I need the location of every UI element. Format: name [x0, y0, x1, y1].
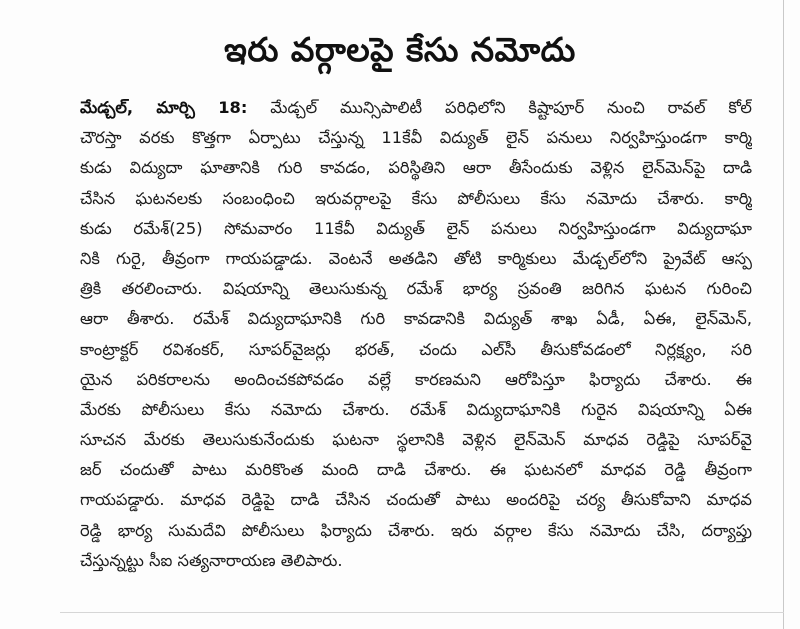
bottom-divider	[60, 612, 784, 613]
cropped-previous-article-text	[72, 0, 452, 6]
article-line-10: యైన పరికరాలను అందించకపోవడం వల్లే కారణమని ఆరోపిస్తూ ఫిర్యాదు చేశారు. ఈ	[80, 369, 752, 389]
article-line-9: కాంట్రాక్టర్ రవిశంకర్, సూపర్‌వైజర్లు భరత్, చందు ఎల్‌సీ తీసుకోవడంలో నిర్లక్ష్యం, సరి	[80, 339, 752, 359]
article-line-7: త్రికి తరలించారు. విషయాన్ని తెలుసుకున్న రమేశ్ భార్య స్రవంతి జరిగిన ఘటన గురించి	[80, 279, 752, 299]
article-line-13: జర్ చందుతో పాటు మరికొంత మంది దాడి చేశారు. ఈ ఘటనలో మాధవ రెడ్డి తీవ్రంగా	[80, 460, 752, 480]
article-line-11: మేరకు పోలీసులు కేసు నమోదు చేశారు. రమేశ్ విద్యుదాఘానికి గురైన విషయాన్ని ఏఈ	[80, 399, 752, 419]
article-line-4: చేసిన ఘటనలకు సంబంధించి ఇరువర్గాలపై కేసు పోలీసులు కేసు నమోదు చేశారు. కార్మి	[80, 188, 752, 208]
article-dateline: మేడ్చల్, మార్చి 18:	[80, 98, 248, 117]
article-line-6: నికి గురై, తీవ్రంగా గాయపడ్డాడు. వెంటనే అతడిని తోటి కార్మికులు మేడ్చల్‌లోని ప్రైవేట్ ఆస్ప	[80, 248, 752, 268]
article-line-15: రెడ్డి భార్య సుమదేవి పోలీసులు ఫిర్యాదు చేశారు. ఇరు వర్గాల కేసు నమోదు చేసి, దర్యాప్తు	[80, 520, 752, 540]
article-line-1-text: మేడ్చల్ మున్సిపాలిటీ పరిధిలోని కిష్టాపూర్ నుంచి రావల్ కోల్	[247, 98, 752, 117]
article-headline: ఇరు వర్గాలపై కేసు నమోదు	[224, 30, 576, 69]
article-line-5: కుడు రమేశ్(25) సోమవారం 11కేవీ విద్యుత్ లైన్ పనులు నిర్వహిస్తుండగా విద్యుదాఘా	[80, 218, 752, 238]
article-line-8: ఆరా తీశారు. రమేశ్ విద్యుదాఘానికి గురి కావడానికి విద్యుత్ శాఖ ఏడీ, ఏఈ, లైన్‌మెన్,	[80, 309, 752, 329]
article-line-16: చేస్తున్నట్టు సీఐ సత్యనారాయణ తెలిపారు.	[80, 550, 343, 570]
article-body	[80, 93, 752, 576]
article-line-1	[80, 93, 752, 123]
article-line-12: సూచన మేరకు తెలుసుకునేందుకు ఘటనా స్థలానికి వెళ్లిన లైన్‌మెన్ మాధవ రెడ్డిపై సూపర్‌వై	[80, 430, 752, 450]
article-line-2: చౌరస్తా వరకు కొత్తగా ఏర్పాటు చేస్తున్న 11కేవీ విద్యుత్ లైన్ పనులు నిర్వహిస్తుండగా కార్మి	[80, 128, 752, 148]
article-line-3: కుడు విద్యుదా ఘాతానికి గురి కావడం, పరిస్థితిని ఆరా తీసేందుకు వెళ్లిన లైన్‌మెన్‌పై దాడి	[80, 158, 752, 178]
column-divider	[783, 0, 784, 629]
article-line-14: గాయపడ్డారు. మాధవ రెడ్డిపై దాడి చేసిన చందుతో పాటు అందరిపై చర్య తీసుకోవాని మాధవ	[80, 490, 752, 510]
